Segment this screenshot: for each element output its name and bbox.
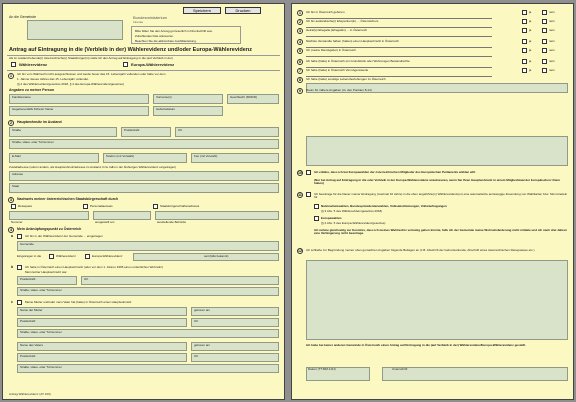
question-9-number: 9	[297, 88, 303, 94]
question-8-number: 8	[297, 77, 303, 83]
dauer-checkbox[interactable]	[306, 192, 311, 197]
question-1-yes-label: ja	[529, 10, 532, 14]
europa-label: Europa-Wählerevidenz	[131, 62, 175, 67]
question-3-no-checkbox[interactable]	[542, 28, 547, 33]
details-textarea[interactable]	[306, 136, 568, 166]
mother-city-label: Ort	[194, 319, 199, 323]
question-7-yes-checkbox[interactable]	[522, 68, 527, 73]
birthdate-label: Geburtsdatum	[156, 107, 176, 111]
eu-declare-text: Ich erkläre, dass ich bei Europawahlen der österreichischen Mitglieder des Europäischen Parlaments wählen will.	[314, 170, 476, 174]
person-heading: Angaben zu meiner Person	[9, 88, 55, 92]
question-4-text: Nächste Verwandte haben (hatten) einen Hauptwohnsitz in Österreich	[306, 39, 399, 43]
mother-postal-label: Postleitzahl	[20, 319, 36, 323]
question-3-line	[306, 36, 492, 37]
former-name-field[interactable]	[9, 106, 149, 116]
phone-label: Telefon (mit Vorwahl)	[106, 154, 135, 158]
signature-field[interactable]	[382, 367, 568, 381]
question-1-text: Ich bin in Österreich geboren	[306, 10, 345, 14]
question-5-yes-label: ja	[529, 48, 532, 52]
european-elections-checkbox[interactable]	[314, 216, 319, 221]
question-3-text: Heirat(s) Ehegatte (Ehegattin) ... in Österreich	[306, 28, 368, 32]
mother-born-label: geboren am	[194, 308, 211, 312]
abroad-city-label: Ort	[178, 128, 183, 132]
question-7-no-label: nein	[549, 68, 555, 72]
option-b-letter: b	[11, 265, 14, 269]
section-1-number: 1	[8, 73, 14, 79]
email-field[interactable]	[9, 153, 99, 163]
declaration-line-1: Ich bin vom Wahlrecht nicht ausgeschlossen und werde heuer das 15. Lebensjahr vollenden oder habe vor dem	[17, 72, 166, 76]
link-heading: Mein Anknüpfungspunkt zu Österreich	[17, 227, 82, 231]
question-4-no-label: nein	[549, 39, 555, 43]
fax-label: Fax (mit Vorwahl)	[194, 154, 218, 158]
citizenship-cert-label: Staatsbürgerschaftsnachweis	[160, 204, 200, 208]
notice-line-2: Zutreffendes bitte ankreuzen.	[135, 34, 174, 38]
question-5-yes-checkbox[interactable]	[522, 48, 527, 53]
option-c-text: Meine Mutter und/oder mein Vater hat (hatte) in Österreich einen Hauptwohnsitz	[25, 300, 132, 304]
firstname-label: Vorname(n)	[156, 95, 172, 99]
final-declaration: Ich habe bei keiner anderen Gemeinde in Österreich einen Antrag auf Eintragung in die (auf Verbleib in der) Wählerevidenz/Europa-Wählerevidenz gestellt.	[306, 343, 526, 347]
option-c-checkbox[interactable]	[17, 300, 22, 305]
id-card-label: Personalausweis	[90, 204, 113, 208]
recipient-field[interactable]	[27, 20, 123, 40]
father-postal-label: Postleitzahl	[20, 354, 36, 358]
firstname-field[interactable]	[153, 94, 223, 104]
surname-label: Familienname	[12, 95, 31, 99]
question-7-no-checkbox[interactable]	[542, 68, 547, 73]
question-2-yes-label: ja	[529, 19, 532, 23]
declaration-line-3: (§ 2 des Wählerevidenzgesetzes 2018, § 4 des Europa-Wählerevidenzgesetzes)	[17, 82, 124, 86]
print-button[interactable]: Drucken	[225, 7, 261, 14]
father-city-field[interactable]	[191, 353, 279, 362]
recipient-label: An die Gemeinde	[9, 15, 37, 19]
doc-authority-field[interactable]	[155, 211, 279, 220]
option-a-text: Ich bin in der Wählerevidenz der Gemeinde ... eingetragen	[25, 234, 103, 238]
question-1-yes-checkbox[interactable]	[522, 10, 527, 15]
question-3-number: 3	[297, 28, 303, 34]
section-attach-number: 12	[298, 249, 302, 253]
last-postal-label: Postleitzahl	[20, 277, 36, 281]
question-4-number: 4	[297, 39, 303, 45]
abroad-address-field[interactable]	[9, 139, 279, 149]
id-card-checkbox[interactable]	[83, 204, 88, 209]
father-name-field[interactable]	[17, 342, 187, 351]
question-6-number: 6	[297, 59, 303, 65]
father-city-label: Ort	[194, 354, 199, 358]
last-address-field[interactable]	[17, 287, 279, 296]
abroad-street-field[interactable]	[9, 127, 117, 137]
mother-address-label: Straße, Haus- oder Türnummer	[20, 330, 62, 334]
abroad-postal-label: Postleitzahl	[124, 128, 140, 132]
citizenship-cert-checkbox[interactable]	[153, 204, 158, 209]
question-6-text: Ich habe (hatte) in Österreich ein Grundstück oder Wohnungen Bestandrechte	[306, 59, 410, 63]
wahlerevidenz-label: Wählerevidenz	[19, 62, 48, 67]
notice-line-3: Beachten Sie die aktivierbare Ausfüllanleitung.	[135, 39, 197, 43]
law-ref-2: (§ 4 Abs. 5 des Europa-Wählerevidenzgesetzes)	[321, 221, 386, 225]
doc-authority-label: ausstellende Behörde	[157, 220, 187, 224]
question-9-text: Raum für nähere Angaben (zu den Punkten 8-14)	[306, 88, 372, 92]
delivery-address-field[interactable]	[9, 171, 279, 181]
question-5-no-checkbox[interactable]	[542, 48, 547, 53]
notice-box	[131, 26, 241, 44]
attachments-text: Ich schließe zur Begründung meiner oben gemachten Angaben folgende Beilagen an (z.B. Abschrift der Geburtsurkunde, Abschrift eines österreichischen Reisepasses etc.)	[306, 248, 535, 252]
question-6-no-checkbox[interactable]	[542, 59, 547, 64]
delivery-state-label: Staat	[12, 184, 20, 188]
option-b-text: Ich hatte in Österreich einen Hauptwohnsitz (oder vor dem 1. Jänner 1995 einen ordentlichen Wohnsitz)	[25, 265, 163, 269]
option-a-checkbox[interactable]	[17, 234, 22, 239]
option-c-letter: c	[11, 300, 13, 304]
father-born-label: geboren am	[194, 343, 211, 347]
eu-declare-checkbox[interactable]	[306, 170, 311, 175]
question-5-text: Ich (meine Dienstgeber) in Österreich	[306, 48, 356, 52]
save-button[interactable]: Speichern	[183, 7, 221, 14]
section-dauer-number: 11	[298, 193, 302, 197]
section-eu-number: 10	[298, 171, 302, 175]
section-3-number: 3	[8, 197, 14, 203]
abroad-city-field[interactable]	[175, 127, 279, 137]
abroad-address-label: Straße, Haus- oder Türnummer	[12, 140, 54, 144]
birthdate-field[interactable]	[153, 106, 223, 116]
phone-field[interactable]	[103, 153, 187, 163]
father-postal-field[interactable]	[17, 353, 187, 362]
mother-born-field[interactable]	[191, 307, 279, 316]
acknowledgement-text: Ich nehme gleichzeitig zur Kenntnis, dass ich meines Wahlrechts verlustig gehen könnte, falls ich der Gemeinde meine Wohnsitzänderung nicht mitteile und ich nach drei Jahren eine Verlängerung nicht beantrage.	[314, 228, 568, 235]
question-2-number: 2	[297, 19, 303, 25]
signature-label: Unterschrift	[392, 367, 408, 371]
passport-checkbox[interactable]	[11, 204, 16, 209]
wahlerevidenz-checkbox[interactable]	[11, 62, 16, 67]
option-a-letter: a	[11, 234, 13, 238]
question-6-yes-label: ja	[529, 59, 532, 63]
entered-w-checkbox[interactable]	[49, 254, 54, 259]
municipality-field[interactable]	[17, 241, 279, 251]
ministry-sub: Inneres	[133, 20, 144, 24]
question-4-no-checkbox[interactable]	[542, 39, 547, 44]
eu-note-text: (Nur bei Antrag auf Eintragung in die oder Verbleib in der Europa-Wählerevidenz anzukreuzen, wenn Sie Ihren Hauptwohnsitz in einem Mitgliedstaat der Europäischen Union haben)	[314, 178, 561, 185]
last-city-label: Ort	[84, 277, 89, 281]
national-elections-checkbox[interactable]	[314, 204, 319, 209]
question-5-number: 5	[297, 48, 303, 54]
law-ref-1: (§ 3 Abs. 5 des Wählerevidenzgesetzes 2018)	[321, 209, 383, 213]
form-page-1	[2, 3, 285, 400]
delivery-address-note: Zustelladresse (sofern anders, als Hauptwohnsitzadresse im Ausland, bzw. falls in der bisherigen Wählerevidenz eingetragen)	[9, 165, 177, 169]
question-6-yes-checkbox[interactable]	[522, 59, 527, 64]
europa-checkbox[interactable]	[123, 62, 128, 67]
mother-address-field[interactable]	[17, 329, 279, 338]
section-4-number: 4	[8, 227, 14, 233]
question-2-no-checkbox[interactable]	[542, 19, 547, 24]
former-name-label: Gegebenenfalls früherer Name	[12, 107, 54, 111]
question-3-yes-checkbox[interactable]	[522, 28, 527, 33]
ministry-name: Bundesministerium	[133, 15, 168, 20]
father-name-label: Name des Vaters	[20, 343, 43, 347]
dauer-text: Ich beantrage für die Dauer meiner Eintragung (maximal 10 Jahre) in die oben angeführte(n) Wählerevidenz(en) eine automatische amtswegige Zusendung von Wahlkarten bzw. Stimmzetteln für	[314, 192, 568, 199]
question-4-yes-label: ja	[529, 39, 532, 43]
form-page-2	[291, 3, 574, 400]
doc-issued-field[interactable]	[93, 211, 151, 220]
attachments-field[interactable]	[306, 260, 568, 340]
since-field[interactable]	[133, 253, 279, 261]
abroad-heading: Hauptwohnsitz im Ausland	[17, 120, 62, 124]
fax-field[interactable]	[191, 153, 279, 163]
delivery-address-label: Adresse	[12, 172, 24, 176]
since-label: seit (falls bekannt)	[204, 254, 229, 258]
question-7-number: 7	[297, 68, 303, 74]
mother-postal-field[interactable]	[17, 318, 187, 327]
delivery-state-field[interactable]	[9, 183, 279, 193]
question-2-no-label: nein	[549, 19, 555, 23]
question-5-line	[306, 56, 492, 57]
email-label: E-Mail	[12, 154, 21, 158]
form-title: Antrag auf Eintragung in die (Verbleib in der) Wählerevidenz und/oder Europa-Wählerevidenz	[9, 47, 252, 53]
gender-field[interactable]	[227, 94, 279, 104]
mother-city-field[interactable]	[191, 318, 279, 327]
question-1-no-checkbox[interactable]	[542, 10, 547, 15]
question-3-no-label: nein	[549, 28, 555, 32]
national-elections-label: Nationalratswahlen, Bundespräsidentenwahlen, Volksabstimmungen, Volksbefragungen	[321, 204, 447, 208]
option-b-checkbox[interactable]	[17, 265, 22, 270]
last-address-label: Straße, Haus- oder Türnummer	[20, 288, 62, 292]
municipality-label: Gemeinde	[20, 242, 34, 246]
question-5-no-label: nein	[549, 48, 555, 52]
intro-text: Als im Ausland lebende(r) österreichische(r) Staatsbürger(in) stelle ich den Antrag auf Eintragung in die (auf Verbleib in der)	[9, 56, 173, 60]
declaration-line-2: 1. Jänner dieses Jahres das 15. Lebensjahr vollendet.	[17, 77, 89, 81]
notice-line-1: Bitte füllen Sie den Antrag gut leserlich in Druckschrift aus.	[135, 29, 213, 33]
question-2-yes-checkbox[interactable]	[522, 19, 527, 24]
question-3-yes-label: ja	[529, 28, 532, 32]
entered-label: Eingetragen in die	[17, 254, 42, 258]
doc-number-field[interactable]	[9, 211, 89, 220]
doc-number-label: Nummer	[11, 220, 23, 224]
form-footer: Antrag Wählerevidenz (AT 100)	[9, 392, 51, 396]
surname-field[interactable]	[9, 94, 149, 104]
father-born-field[interactable]	[191, 342, 279, 351]
last-residence-label: Mein letzter Hauptwohnsitz war	[25, 270, 67, 274]
question-7-text: Ich habe (hatte) in Österreich Vermögenswerte	[306, 68, 369, 72]
question-7-yes-label: ja	[529, 68, 532, 72]
last-city-field[interactable]	[81, 276, 279, 285]
abroad-street-label: Straße	[12, 128, 22, 132]
gender-label: Geschlecht (M/W/D)	[230, 95, 258, 99]
question-8-text: Ich habe (hatte) sonstige Lebensbeziehungen zu Österreich	[306, 77, 386, 81]
question-1-number: 1	[297, 10, 303, 16]
mother-name-field[interactable]	[17, 307, 187, 316]
date-label: Datum (TT.MM.JJJJ)	[308, 367, 336, 371]
question-6-no-label: nein	[549, 59, 555, 63]
father-address-field[interactable]	[17, 364, 279, 373]
doc-issued-label: ausgestellt am	[95, 220, 115, 224]
citizenship-heading: Nachweis meiner österreichischen Staatsbürgerschaft durch	[17, 197, 119, 201]
question-4-yes-checkbox[interactable]	[522, 39, 527, 44]
father-address-label: Straße, Haus- oder Türnummer	[20, 365, 62, 369]
mother-name-label: Name der Mutter	[20, 308, 43, 312]
passport-label: Reisepass	[18, 204, 33, 208]
entered-ew-label: Europa-Wählerevidenz	[92, 254, 123, 258]
section-2-number: 2	[8, 120, 14, 126]
question-1-no-label: nein	[549, 10, 555, 14]
abroad-postal-field[interactable]	[121, 127, 171, 137]
european-elections-label: Europawahlen	[321, 216, 342, 220]
last-postal-field[interactable]	[17, 276, 77, 285]
entered-w-label: Wählerevidenz	[56, 254, 76, 258]
entered-ew-checkbox[interactable]	[85, 254, 90, 259]
question-2-text: Ich bin ausländische(r) Ehepartner(in) ... Österreichers	[306, 19, 379, 23]
